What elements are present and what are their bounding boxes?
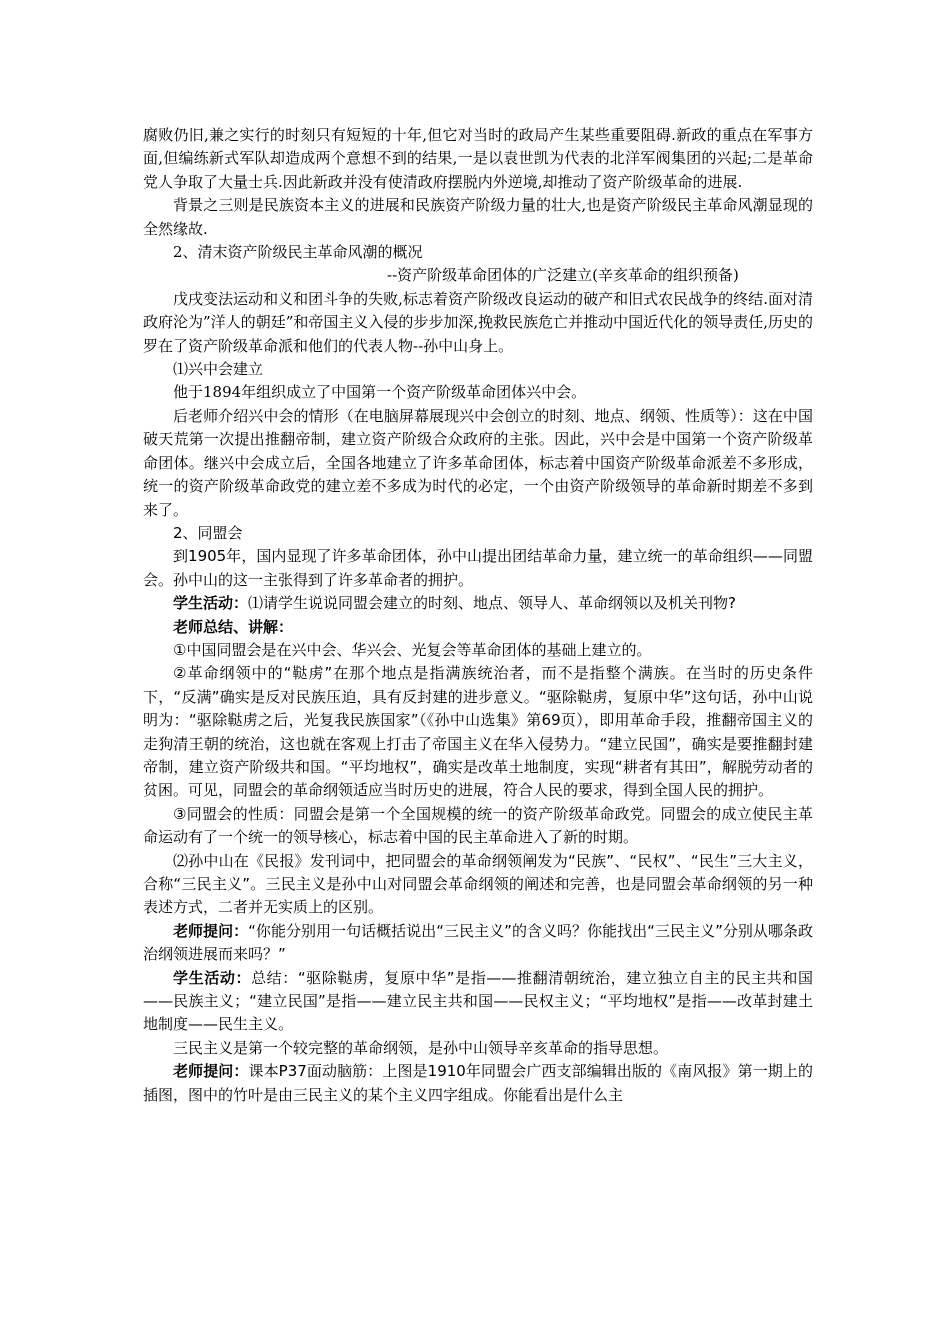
subheading-xingzhonghui: ⑴兴中会建立	[173, 360, 264, 379]
paragraph-minbao: ⑵孙中山在《民报》发刊词中，把同盟会的革命纲领阐发为“民族”、“民权”、“民生”三大主义，合称“三民主义”。三民主义是孙中山对同盟会革命纲领的阐述和完善，也是同盟会革命纲领的另一种表述方式，二者并无实质上的区别。	[143, 851, 813, 917]
label-teacher-summary: 老师总结、讲解：	[173, 617, 294, 636]
paragraph-teacher-question-1	[143, 920, 813, 967]
paragraph-1894: 他于1894年组织成立了中国第一个资产阶级革命团体兴中会。	[173, 383, 587, 402]
paragraph-three-principles: 三民主义是第一个较完整的革命纲领，是孙中山领导辛亥革命的指导思想。	[173, 1038, 669, 1057]
paragraph-point-3: ③同盟会的性质：同盟会是第一个全国规模的统一的资产阶级革命政党。同盟会的成立使民主革命运动有了一个统一的领导核心，标志着中国的民主革命进入了新的时期。	[143, 804, 813, 847]
paragraph-student-activity-1	[143, 592, 813, 615]
label-teacher-question: 老师提问：	[173, 1062, 249, 1081]
section-heading-revolution-overview: 2、清末资产阶级民主革命风潮的概况	[173, 243, 423, 262]
teacher-question-text: 课本P37面动脑筋：上图是1910年同盟会广西支部编辑出版的《南风报》第一期上的插图，图中的竹叶是由三民主义的某个主义四字组成。你能看出是什么主	[143, 1062, 813, 1104]
paragraph-teacher-summary	[143, 616, 813, 639]
paragraph-new-policy: 腐败仍旧,兼之实行的时刻只有短短的十年,但它对当时的政局产生某些重要阻碍.新政的重点在军事方面,但编练新式军队却造成两个意想不到的结果,一是以袁世凯为代表的北洋军阀集团的兴起;二是革命党人争取了大量士兵.因此新政并没有使清政府摆脱内外逆境,却推动了资产阶级革命的进展.	[143, 126, 813, 191]
teacher-question-text: “你能分别用一句话概括说出“三民主义”的含义吗？你能找出“三民主义”分别从哪条政治纲领进展而来吗？”	[143, 921, 813, 964]
student-activity-text: ⑴请学生说说同盟会建立的时刻、地点、领导人、革命纲领以及机关刊物?	[248, 594, 736, 613]
label-student-activity: 学生活动：	[173, 594, 249, 613]
paragraph-background-three: 背景之三则是民族资本主义的进展和民族资产阶级力量的壮大,也是资产阶级民主革命风潮显现的全然缘故.	[143, 196, 813, 238]
paragraph-point-1: ①中国同盟会是在兴中会、华兴会、光复会等革命团体的基础上建立的。	[173, 640, 652, 659]
subheading-tongmenghui: 2、同盟会	[173, 523, 243, 542]
student-activity-text: 总结：“驱除鞑虏，复原中华”是指——推翻清朝统治，建立独立自主的民主共和国——民族主义；“建立民国”是指——建立民主共和国——民权主义；“平均地权”是指——改革封建土地制度——民生主义。	[143, 968, 813, 1034]
label-teacher-question: 老师提问：	[173, 921, 249, 940]
paragraph-xingzhonghui-intro: 后老师介绍兴中会的情形（在电脑屏幕展现兴中会创立的时刻、地点、纲领、性质等）：这在中国破天荒第一次提出推翻帝制，建立资产阶级合众政府的主张。因此，兴中会是中国第一个资产阶级革命团体。继兴中会成立后，全国各地建立了许多革命团体，标志着中国资产阶级革命派差不多形成，统一的资产阶级革命政党的建立差不多成为时代的必定，一个由资产阶级领导的革命新时期差不多到来了。	[143, 406, 813, 519]
paragraph-failure-of-reform: 戊戌变法运动和义和团斗争的失败,标志着资产阶级改良运动的破产和旧式农民战争的终结.面对清政府沦为”洋人的朝廷”和帝国主义入侵的步步加深,挽救民族危亡并推动中国近代化的领导责任,历史的罗在了资产阶级革命派和他们的代表人物--孙中山身上。	[143, 289, 813, 355]
paragraph-teacher-question-2	[143, 1060, 813, 1107]
paragraph-1905: 到1905年，国内显现了许多革命团体，孙中山提出团结革命力量，建立统一的革命组织——同盟会。孙中山的这一主张得到了许多革命者的拥护。	[143, 547, 813, 589]
paragraph-point-2: ②革命纲领中的“鞑虏”在那个地点是指满族统治者，而不是指整个满族。在当时的历史条件下，“反满”确实是反对民族压迫，具有反封建的进步意义。“驱除鞑虏，复原中华”这句话，孙中山说明为：“驱除鞑虏之后，光复我民族国家”（《孙中山选集》第69页），即用革命手段，推翻帝国主义的走狗清王朝的统治，这也就在客观上打击了帝国主义在华入侵势力。“建立民国”，确实是要推翻封建帝制，建立资产阶级共和国。“平均地权”，确实是改革土地制度，实现“耕者有其田”，解脱劳动者的贫困。可见，同盟会的革命纲领适应当时历史的进展，符合人民的要求，得到全国人民的拥护。	[143, 664, 813, 800]
document-page	[143, 124, 813, 1107]
label-student-activity: 学生活动：	[173, 968, 252, 987]
section-subheading-organizations: --资产阶级革命团体的广泛建立(辛亥革命的组织预备)	[387, 266, 739, 285]
paragraph-student-activity-2	[143, 967, 813, 1037]
